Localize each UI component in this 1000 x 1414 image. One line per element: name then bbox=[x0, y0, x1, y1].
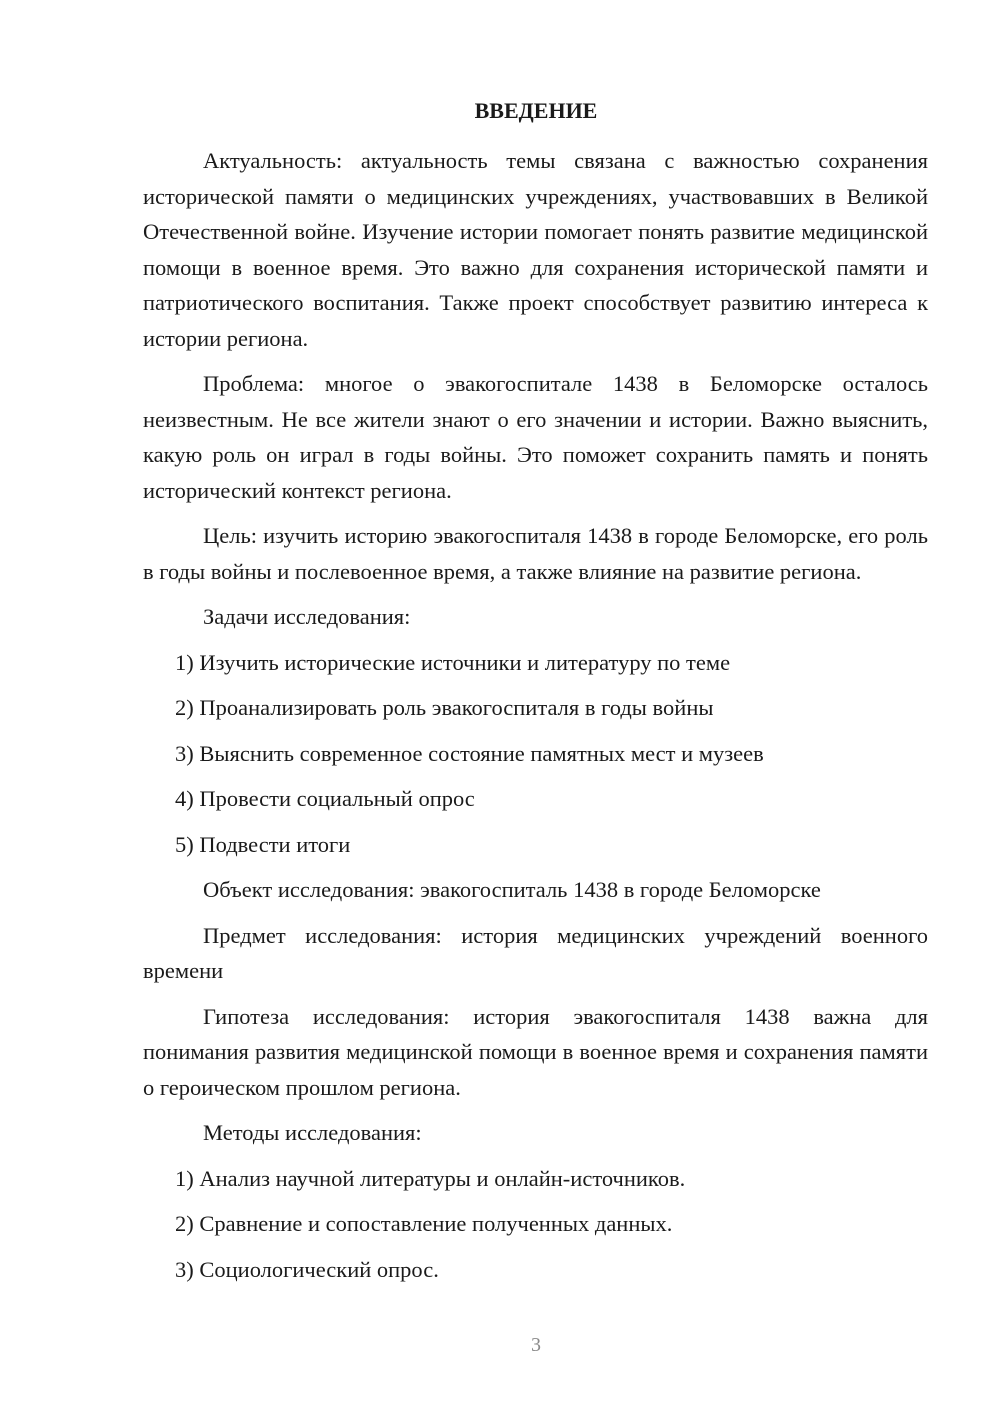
list-item: 5) Подвести итоги bbox=[175, 831, 351, 857]
list-item: 3) Выяснить современное состояние памятных мест и музеев bbox=[175, 740, 764, 766]
list-item: 4) Провести социальный опрос bbox=[175, 786, 475, 811]
tasks-heading: Задачи исследования: bbox=[203, 604, 411, 629]
hypothesis-paragraph: Гипотеза исследования: история эвакогоспиталя 1438 важна для понимания развития медицинской помощи в военное время и сохранения памяти о героическом прошлом региона. bbox=[143, 1003, 928, 1100]
goal-paragraph: Цель: изучить историю эвакогоспиталя 1438 в городе Беломорске, его роль в годы войны и послевоенное время, а также влияние на развитие региона. bbox=[143, 523, 928, 584]
page-title: ВВЕДЕНИЕ bbox=[474, 98, 598, 123]
list-item: 1) Анализ научной литературы и онлайн-источников. bbox=[175, 1165, 686, 1191]
page-number: 3 bbox=[531, 1334, 541, 1356]
problem-paragraph: Проблема: многое о эвакогоспитале 1438 в Беломорске осталось неизвестным. Не все жители знают о его значении и истории. Важно выяснить, какую роль он играл в годы войны. Это поможет сохранить память и понять исторический контекст региона. bbox=[143, 371, 928, 503]
tasks-list bbox=[143, 645, 928, 863]
document-body bbox=[143, 143, 928, 1297]
list-item: 3) Социологический опрос. bbox=[175, 1256, 439, 1282]
methods-list bbox=[143, 1161, 928, 1288]
methods-heading: Методы исследования: bbox=[203, 1120, 422, 1145]
list-item: 2) Сравнение и сопоставление полученных данных. bbox=[175, 1211, 673, 1236]
list-item: 1) Изучить исторические источники и литературу по теме bbox=[175, 649, 731, 675]
object-paragraph: Объект исследования: эвакогоспиталь 1438 в городе Беломорске bbox=[203, 877, 821, 902]
list-item: 2) Проанализировать роль эвакогоспиталя в годы войны bbox=[175, 695, 714, 720]
subject-paragraph: Предмет исследования: история медицинских учреждений военного времени bbox=[143, 922, 928, 983]
relevance-paragraph: Актуальность: актуальность темы связана с важностью сохранения исторической памяти о медицинских учреждениях, участвовавших в Великой Отечественной войне. Изучение истории помогает понять развитие медицинской помощи в военное время. Это важно для сохранения исторической памяти и патриотического воспитания. Также проект способствует развитию интереса к истории региона. bbox=[143, 148, 928, 351]
